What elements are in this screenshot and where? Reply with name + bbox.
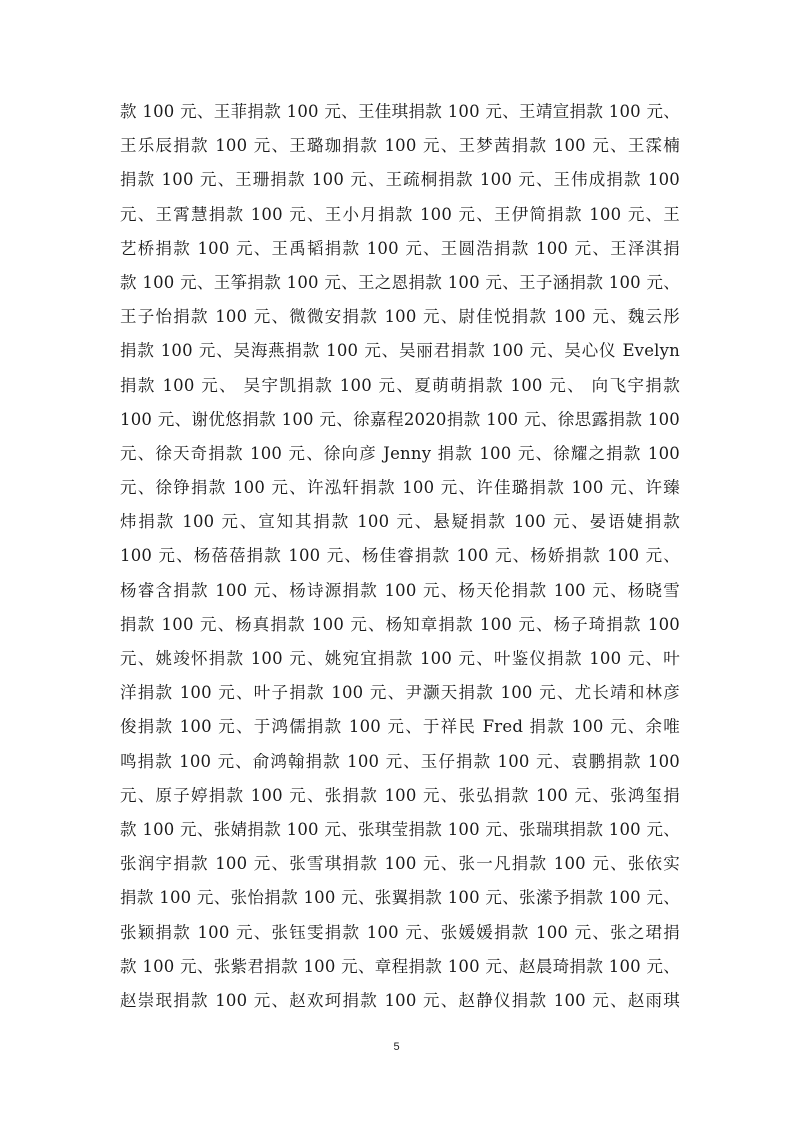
text-line: 捐款 100 元、张怡捐款 100 元、张翼捐款 100 元、张潆予捐款 100 元、 xyxy=(120,888,680,908)
text-line: 张润宇捐款 100 元、张雪琪捐款 100 元、张一凡捐款 100 元、张依实 xyxy=(120,854,680,874)
text-line: 款 100 元、王菲捐款 100 元、王佳琪捐款 100 元、王靖宣捐款 100 元、 xyxy=(120,102,680,121)
text-line: 捐款 100 元、 吴宇凯捐款 100 元、夏萌萌捐款 100 元、 向飞宇捐款 xyxy=(120,375,680,395)
text-line: 元、徐天奇捐款 100 元、徐向彦 Jenny 捐款 100 元、徐耀之捐款 100 xyxy=(120,443,680,463)
text-line: 俊捐款 100 元、于鸿儒捐款 100 元、于祥民 Fred 捐款 100 元、余唯 xyxy=(120,717,680,737)
page-number: 5 xyxy=(393,1041,400,1053)
text-line: 鸣捐款 100 元、俞鸿翰捐款 100 元、玉仔捐款 100 元、袁鹏捐款 100 xyxy=(120,751,680,771)
text-line: 元、王霄慧捐款 100 元、王小月捐款 100 元、王伊简捐款 100 元、王 xyxy=(120,204,680,224)
text-line: 赵崇珉捐款 100 元、赵欢珂捐款 100 元、赵静仪捐款 100 元、赵雨琪 xyxy=(120,990,680,1010)
text-line: 100 元、谢优悠捐款 100 元、徐嘉程2020捐款 100 元、徐思露捐款 100 xyxy=(120,409,680,429)
text-line: 王乐辰捐款 100 元、王璐珈捐款 100 元、王梦茜捐款 100 元、王霂楠 xyxy=(120,136,680,156)
text-line: 款 100 元、王筝捐款 100 元、王之恩捐款 100 元、王子涵捐款 100 元、 xyxy=(120,272,680,292)
text-line: 炜捐款 100 元、宣知其捐款 100 元、悬疑捐款 100 元、晏语婕捐款 xyxy=(120,512,680,532)
text-line: 杨睿含捐款 100 元、杨诗源捐款 100 元、杨天伦捐款 100 元、杨晓雪 xyxy=(120,580,680,600)
text-line: 艺桥捐款 100 元、王禹韬捐款 100 元、王圆浩捐款 100 元、王泽淇捐 xyxy=(120,238,680,258)
text-line: 王子怡捐款 100 元、微微安捐款 100 元、尉佳悦捐款 100 元、魏云彤 xyxy=(120,307,680,327)
text-line: 元、原子婷捐款 100 元、张捐款 100 元、张弘捐款 100 元、张鸿玺捐 xyxy=(120,785,680,805)
text-line: 款 100 元、张婧捐款 100 元、张琪莹捐款 100 元、张瑞琪捐款 100 元、 xyxy=(120,819,680,839)
text-line: 元、徐铮捐款 100 元、许泓轩捐款 100 元、许佳璐捐款 100 元、许臻 xyxy=(120,478,680,498)
text-line: 100 元、杨蓓蓓捐款 100 元、杨佳睿捐款 100 元、杨娇捐款 100 元、 xyxy=(120,546,680,566)
text-line: 捐款 100 元、王珊捐款 100 元、王疏桐捐款 100 元、王伟成捐款 100 xyxy=(120,170,680,190)
text-line: 捐款 100 元、吴海燕捐款 100 元、吴丽君捐款 100 元、吴心仪 Evelyn xyxy=(120,341,680,361)
text-line: 元、姚竣怀捐款 100 元、姚宛宜捐款 100 元、叶鉴仪捐款 100 元、叶 xyxy=(120,649,680,668)
text-line: 捐款 100 元、杨真捐款 100 元、杨知章捐款 100 元、杨子琦捐款 100 xyxy=(120,614,680,634)
text-line: 张颖捐款 100 元、张钰雯捐款 100 元、张媛媛捐款 100 元、张之珺捐 xyxy=(120,922,680,942)
text-line: 款 100 元、张紫君捐款 100 元、章程捐款 100 元、赵晨琦捐款 100 元、 xyxy=(120,956,680,976)
text-line: 洋捐款 100 元、叶子捐款 100 元、尹灏天捐款 100 元、尤长靖和林彦 xyxy=(120,683,680,703)
donation-list-paragraph xyxy=(120,95,680,1018)
